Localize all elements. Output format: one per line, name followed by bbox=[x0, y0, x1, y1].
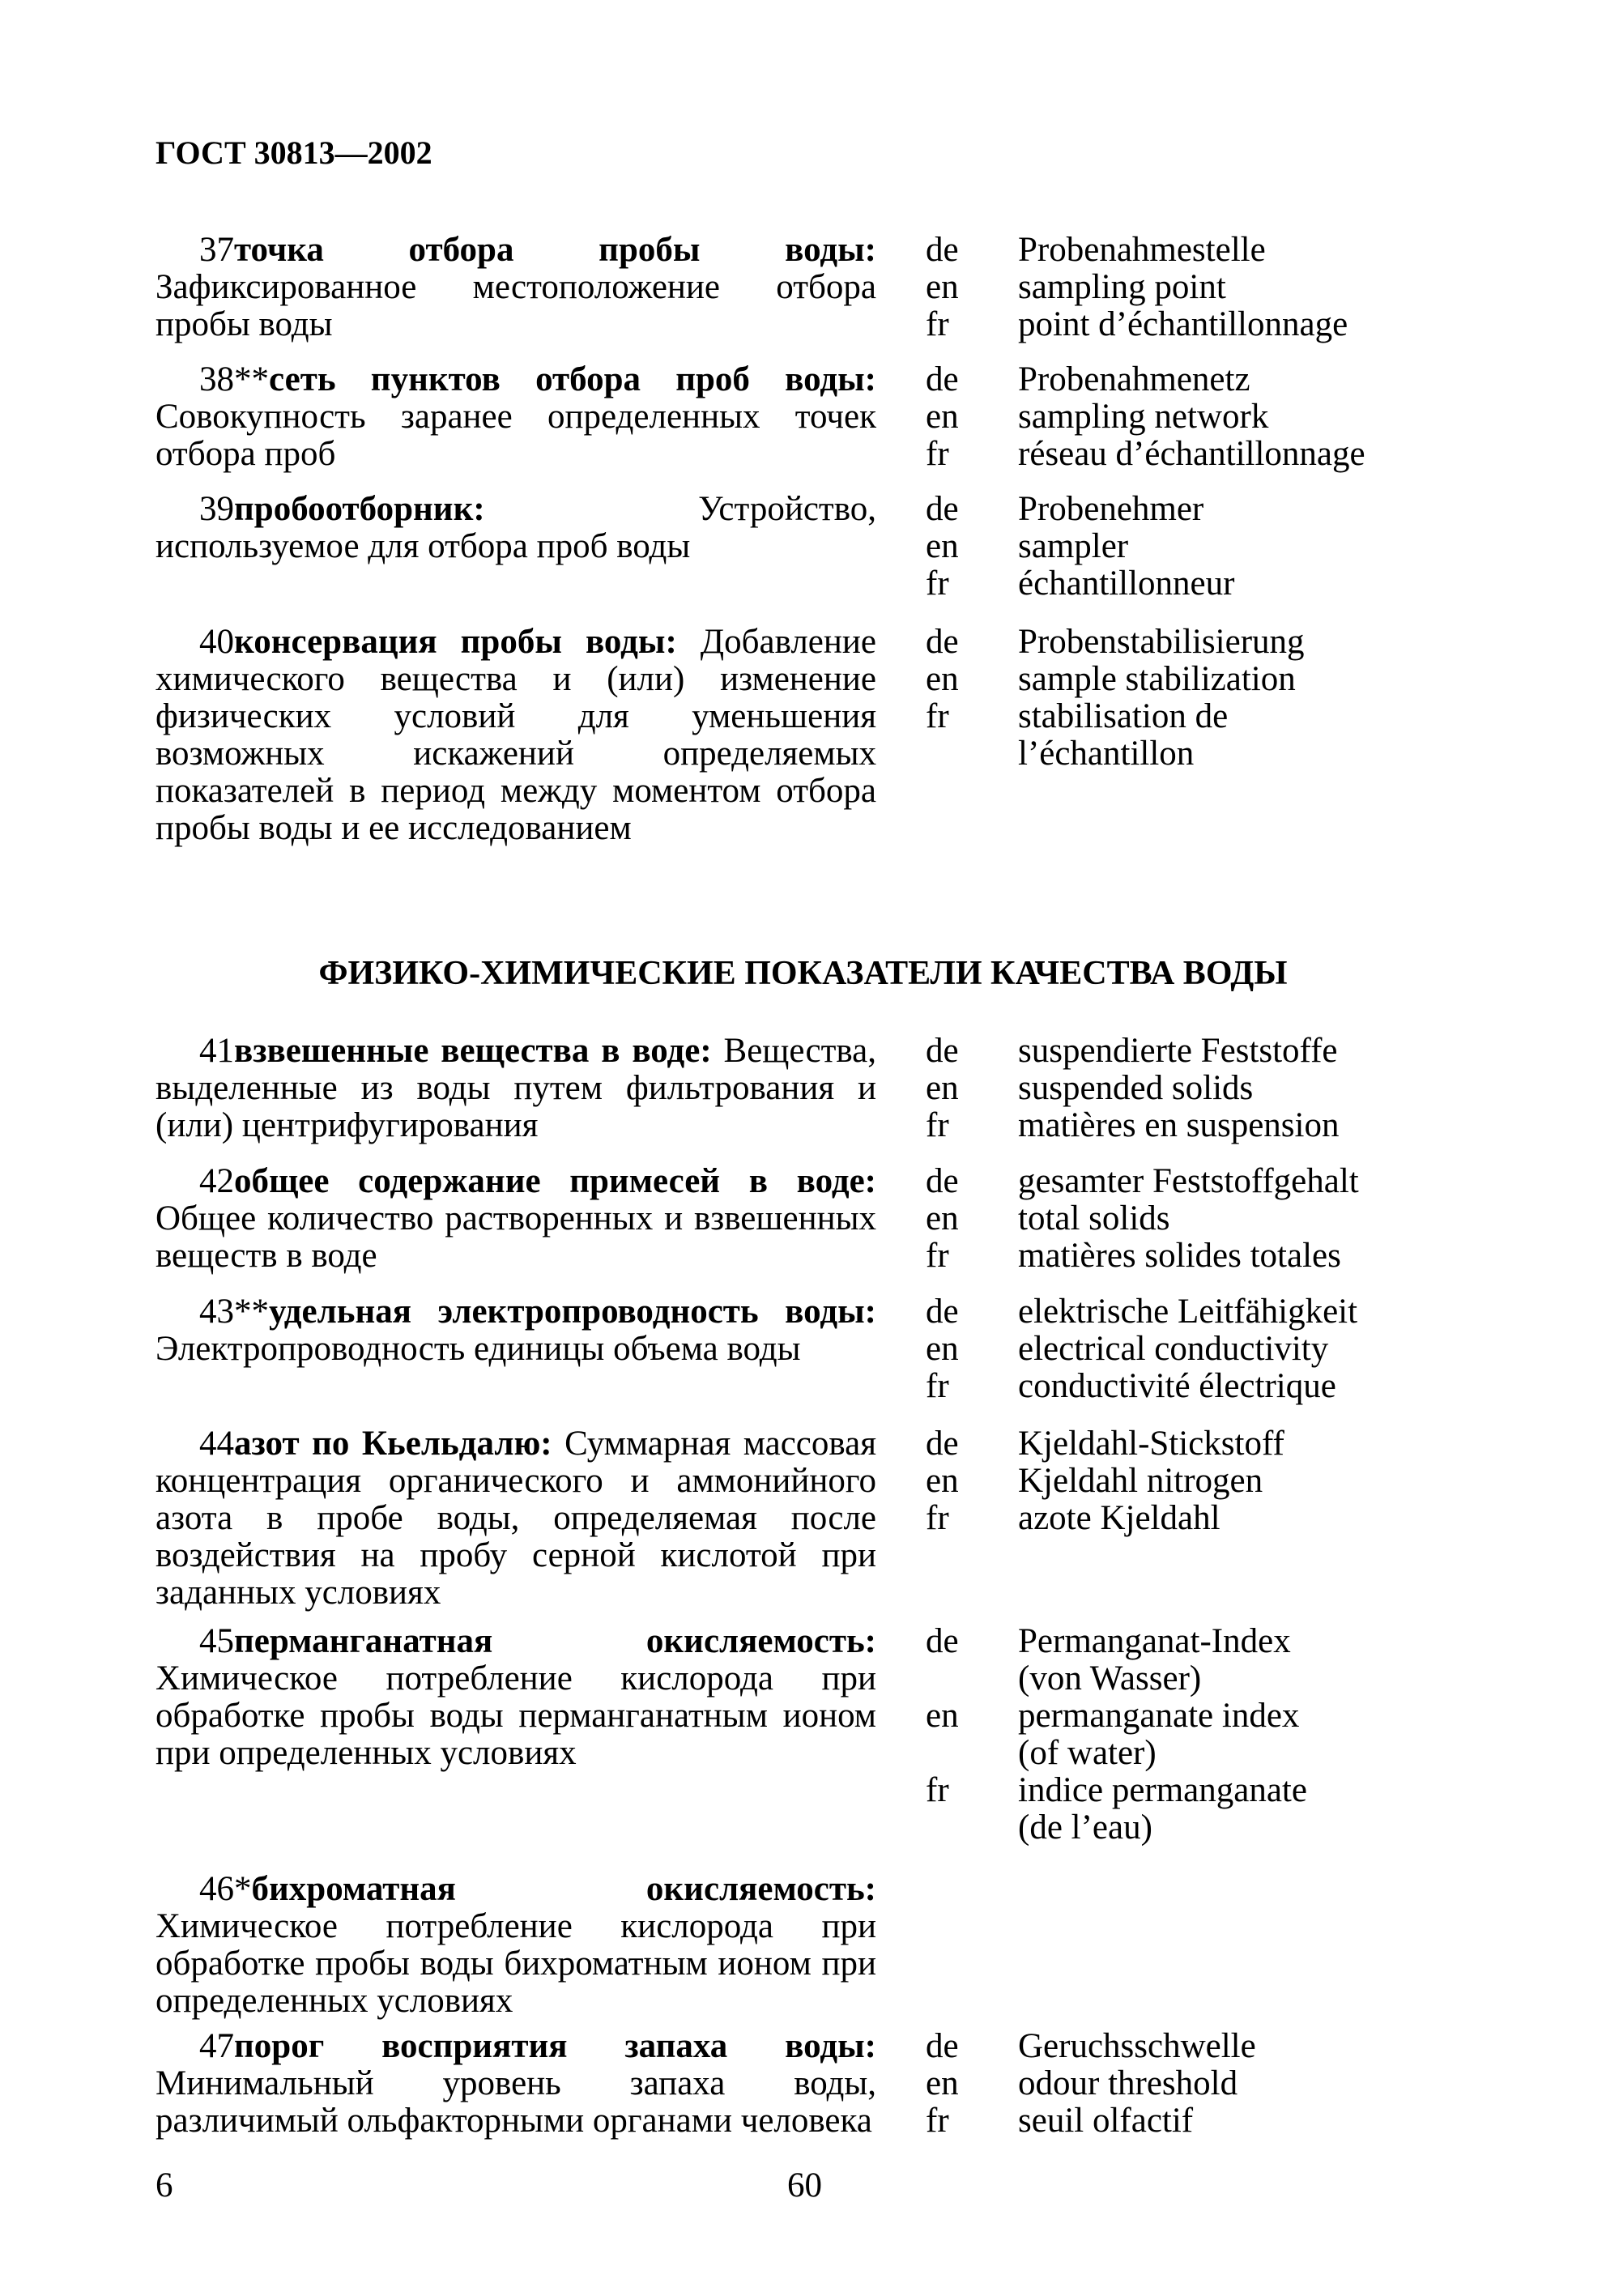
translation: sampling network bbox=[1018, 398, 1269, 436]
lang-code: en bbox=[926, 1330, 959, 1368]
term-text: Совокупность заранее определенных точек отбора проб bbox=[155, 398, 876, 473]
translations bbox=[1018, 1293, 1472, 1405]
term-definition bbox=[155, 1163, 876, 1275]
term-name: консервация пробы воды: bbox=[234, 623, 677, 661]
language-codes bbox=[926, 491, 959, 603]
translation: matières solides totales bbox=[1018, 1237, 1341, 1275]
term-number: 45 bbox=[199, 1622, 234, 1660]
translations bbox=[1018, 1425, 1472, 1537]
translation: (von Wasser) bbox=[1018, 1659, 1202, 1698]
lang-code: de bbox=[926, 1425, 959, 1463]
translation: elektrische Leitfähigkeit bbox=[1018, 1293, 1358, 1331]
lang-code: de bbox=[926, 231, 959, 269]
term-number: 41 bbox=[199, 1032, 234, 1070]
translation: suspendierte Feststoffe bbox=[1018, 1032, 1338, 1070]
language-codes bbox=[926, 1163, 959, 1275]
translation: conductivité électrique bbox=[1018, 1367, 1336, 1405]
lang-code: de bbox=[926, 1293, 959, 1331]
translations bbox=[1018, 1033, 1472, 1144]
translations bbox=[1018, 1163, 1472, 1275]
lang-code: fr bbox=[926, 564, 949, 603]
lang-code: fr bbox=[926, 697, 949, 735]
language-codes bbox=[926, 624, 959, 735]
term-name: взвешенные вещества в воде: bbox=[234, 1032, 712, 1070]
term-text: Химическое потребление кислорода при обработке пробы воды перманганатным ионом при определенных условиях bbox=[155, 1659, 876, 1772]
lang-code: en bbox=[926, 268, 959, 306]
translations bbox=[1018, 1623, 1472, 1847]
translation: Permanganat-Index bbox=[1018, 1622, 1291, 1660]
term-text: Электропроводность единицы объема воды bbox=[155, 1330, 801, 1368]
term-text: Зафиксированное местоположение отбора пробы воды bbox=[155, 268, 876, 343]
lang-code: fr bbox=[926, 1367, 949, 1405]
translation: azote Kjeldahl bbox=[1018, 1499, 1220, 1537]
lang-code: fr bbox=[926, 305, 949, 343]
term-name: сеть пунктов отбора проб воды: bbox=[269, 360, 876, 398]
lang-code: de bbox=[926, 2027, 959, 2065]
lang-code: fr bbox=[926, 1499, 949, 1537]
lang-code: en bbox=[926, 1069, 959, 1107]
term-name: перманганатная окисляемость: bbox=[234, 1622, 876, 1660]
lang-code: en bbox=[926, 1199, 959, 1237]
term-definition bbox=[155, 361, 876, 473]
lang-code: de bbox=[926, 1162, 959, 1200]
translation: Probenahmenetz bbox=[1018, 360, 1250, 398]
language-codes bbox=[926, 1293, 959, 1405]
term-number: 46* bbox=[199, 1870, 252, 1908]
term-name: пробоотборник: bbox=[234, 490, 485, 528]
language-codes bbox=[926, 232, 959, 343]
lang-code: en bbox=[926, 2064, 959, 2102]
lang-code: en bbox=[926, 398, 959, 436]
term-number: 40 bbox=[199, 623, 234, 661]
translation: Kjeldahl nitrogen bbox=[1018, 1462, 1263, 1500]
term-name: азот по Кьельдалю: bbox=[234, 1425, 552, 1463]
lang-code bbox=[926, 1809, 959, 1847]
translation: sampler bbox=[1018, 527, 1129, 565]
translation: échantillonneur bbox=[1018, 564, 1235, 603]
term-text: Химическое потребление кислорода при обработке пробы воды бихроматным ионом при определенных условиях bbox=[155, 1907, 876, 2020]
translation: sample stabilization bbox=[1018, 660, 1296, 698]
lang-code: de bbox=[926, 1032, 959, 1070]
translation: (de l’eau) bbox=[1018, 1808, 1152, 1847]
translation: electrical conductivity bbox=[1018, 1330, 1329, 1368]
term-name: общее содержание примесей в воде: bbox=[234, 1162, 876, 1200]
language-codes bbox=[926, 361, 959, 473]
translation: indice permanganate bbox=[1018, 1771, 1307, 1809]
translation: (of water) bbox=[1018, 1734, 1157, 1772]
term-definition bbox=[155, 1293, 876, 1368]
lang-code: en bbox=[926, 1697, 959, 1735]
term-text: Суммарная массовая концентрация органического и аммонийного азота в пробе воды, определяемая после воздействия на пробу серной кислотой при заданных условиях bbox=[155, 1425, 876, 1612]
page-number-left: 6 bbox=[155, 2166, 173, 2204]
lang-code: fr bbox=[926, 1237, 949, 1275]
lang-code: en bbox=[926, 1462, 959, 1500]
translation: Geruchsschwelle bbox=[1018, 2027, 1256, 2065]
lang-code: fr bbox=[926, 1106, 949, 1144]
page-number-center: 60 bbox=[787, 2166, 822, 2204]
term-text: Общее количество растворенных и взвешенных веществ в воде bbox=[155, 1199, 876, 1275]
language-codes bbox=[926, 1033, 959, 1144]
translations bbox=[1018, 361, 1472, 473]
translation: sampling point bbox=[1018, 268, 1226, 306]
term-definition bbox=[155, 624, 876, 847]
lang-code: fr bbox=[926, 435, 949, 473]
language-codes bbox=[926, 2028, 959, 2140]
lang-code: fr bbox=[926, 1771, 949, 1809]
lang-code: en bbox=[926, 527, 959, 565]
language-codes bbox=[926, 1425, 959, 1537]
lang-code: de bbox=[926, 360, 959, 398]
term-definition bbox=[155, 1623, 876, 1772]
translation: l’échantillon bbox=[1018, 735, 1195, 773]
term-name: порог восприятия запаха воды: bbox=[234, 2027, 876, 2065]
translation: réseau d’échantillonnage bbox=[1018, 435, 1365, 473]
lang-code: en bbox=[926, 660, 959, 698]
term-text: Добавление химического вещества и (или) изменение физических условий для уменьшения возможных искажений определяемых показателей в период между моментом отбора пробы воды и ее исследованием bbox=[155, 623, 876, 847]
term-name: удельная электропроводность воды: bbox=[269, 1293, 876, 1331]
term-definition bbox=[155, 232, 876, 343]
lang-code bbox=[926, 1735, 959, 1772]
term-number: 43** bbox=[199, 1293, 269, 1331]
translation: Probenahmestelle bbox=[1018, 231, 1266, 269]
translation: stabilisation de bbox=[1018, 697, 1229, 735]
translation: matières en suspension bbox=[1018, 1106, 1340, 1144]
term-number: 37 bbox=[199, 231, 234, 269]
translation: Probenstabilisierung bbox=[1018, 623, 1305, 661]
lang-code: de bbox=[926, 490, 959, 528]
translations bbox=[1018, 624, 1472, 773]
translation: suspended solids bbox=[1018, 1069, 1254, 1107]
lang-code: fr bbox=[926, 2102, 949, 2140]
translation: seuil olfactif bbox=[1018, 2102, 1194, 2140]
term-number: 42 bbox=[199, 1162, 234, 1200]
term-definition bbox=[155, 1425, 876, 1612]
term-definition bbox=[155, 1871, 876, 2020]
term-definition bbox=[155, 1033, 876, 1144]
translation: odour threshold bbox=[1018, 2064, 1238, 2102]
section-title: ФИЗИКО-ХИМИЧЕСКИЕ ПОКАЗАТЕЛИ КАЧЕСТВА ВОДЫ bbox=[318, 955, 1288, 992]
lang-code bbox=[926, 1660, 959, 1698]
lang-code: de bbox=[926, 1622, 959, 1660]
lang-code: de bbox=[926, 623, 959, 661]
translation: permanganate index bbox=[1018, 1697, 1300, 1735]
translation: Kjeldahl-Stickstoff bbox=[1018, 1425, 1284, 1463]
translation: gesamter Feststoffgehalt bbox=[1018, 1162, 1359, 1200]
term-number: 38** bbox=[199, 360, 269, 398]
term-definition bbox=[155, 2028, 876, 2140]
language-codes bbox=[926, 1623, 959, 1847]
term-name: бихроматная окисляемость: bbox=[251, 1870, 876, 1908]
term-text: Вещества, выделенные из воды путем фильтрования и (или) центрифугирования bbox=[155, 1032, 877, 1144]
translation: point d’échantillonnage bbox=[1018, 305, 1348, 343]
translations bbox=[1018, 2028, 1472, 2140]
translations bbox=[1018, 491, 1472, 603]
term-number: 47 bbox=[199, 2027, 234, 2065]
term-text: Минимальный уровень запаха воды, различимый ольфакторными органами человека bbox=[155, 2064, 876, 2140]
term-definition bbox=[155, 491, 876, 565]
term-text: Устройство, используемое для отбора проб воды bbox=[155, 490, 876, 565]
term-number: 44 bbox=[199, 1425, 234, 1463]
translations bbox=[1018, 232, 1472, 343]
term-number: 39 bbox=[199, 490, 234, 528]
translation: total solids bbox=[1018, 1199, 1170, 1237]
term-name: точка отбора пробы воды: bbox=[234, 231, 876, 269]
translation: Probenehmer bbox=[1018, 490, 1204, 528]
document-header: ГОСТ 30813—2002 bbox=[155, 134, 432, 171]
